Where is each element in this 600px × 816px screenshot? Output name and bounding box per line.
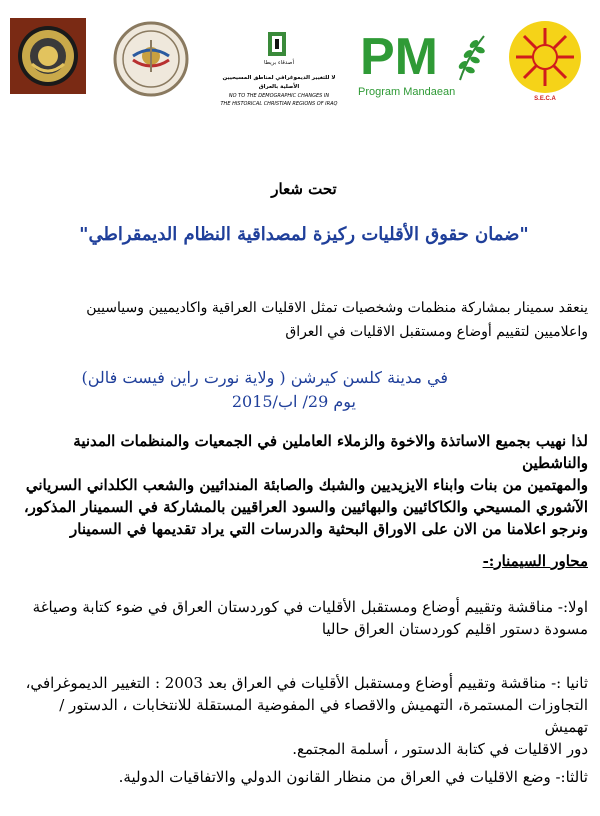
axis-item-3 <box>20 766 588 788</box>
program-mandaean-logo <box>358 30 490 100</box>
invitation-line: لذا نهيب بجميع الاساتذة والاخوة والزملاء العاملين في الجمعيات والمنظمات المدنية والناشطين <box>73 432 588 472</box>
axis-line: ثانيا :- مناقشة وتقييم أوضاع ومستقبل الأقليات في العراق بعد 2003 : التغيير الديموغرافي، <box>25 674 588 692</box>
pm-caption: Program Mandaean <box>358 86 456 98</box>
campaign-text-en-2: THE HISTORICAL CHRISTIAN REGIONS OF IRAQ <box>220 101 338 107</box>
olive-branch-icon <box>454 32 488 82</box>
campaign-text-ar: لا للتغيير الديموغرافي لمناطق المسيحيين الأصلية بالعراق <box>222 75 336 90</box>
axis-item-1 <box>20 596 588 640</box>
pm-letters: PM <box>360 28 438 86</box>
logo-row <box>0 14 600 107</box>
invitation-line: الآشوري المسيحي والكاكائيين والبهائيين والسود العراقيين بالمشاركة في السمينار المذكور، <box>23 498 588 516</box>
seca-caption: S.E.C.A <box>534 96 556 102</box>
venue-block <box>20 366 588 414</box>
axis-line: دور الاقليات في كتابة الدستور ، أسلمة المجتمع. <box>292 740 588 758</box>
axes-heading: محاور السيمنار:- <box>482 552 588 570</box>
axis-item-2 <box>20 672 588 760</box>
axis-line: ثالثا:- وضع الاقليات في العراق من منظار القانون الدولي والاتفاقيات الدولية. <box>118 768 588 786</box>
intro-line: ينعقد سمينار بمشاركة منظمات وشخصيات تمثل الاقليات العراقية واكاديميين وسياسيين <box>86 300 588 316</box>
axis-line: مسودة دستور اقليم كوردستان العراق حاليا <box>321 620 588 638</box>
invitation-line: والمهتمين من بنات وابناء الايزيديين والشبك والصابئة المندائيين والشعب الكلداني السرياني <box>25 476 588 494</box>
heading: تحت شعار <box>271 180 337 198</box>
seca-sun-logo <box>502 18 588 104</box>
svg-text:أصدقاء بريطا: أصدقاء بريطا <box>263 60 295 66</box>
invitation-paragraph <box>20 430 588 540</box>
invitation-line: ونرجو اعلامنا من الان على الاوراق البحثية والدرسات التي يراد تقديمها في السمينار <box>70 520 588 538</box>
intro-line: واعلاميين لتقييم أوضاع ومستقبل الاقليات في العراق <box>285 324 588 340</box>
venue-date: يوم 29/ اب/2015 <box>231 392 356 411</box>
slogan: "ضمان حقوق الأقليات ركيزة لمصداقية النظام الديمقراطي" <box>79 224 529 245</box>
axis-line: التجاوزات المستمرة، التهميش والاقصاء في المفوضية المستقلة للانتخابات ، الدستور / تهميش <box>59 696 588 736</box>
axis-line: اولا:- مناقشة وتقييم أوضاع ومستقبل الأقليات في كوردستان العراق في ضوء كتابة وصياغة <box>32 598 588 616</box>
demographic-campaign-logo <box>218 30 340 107</box>
brown-seal-emblem-icon <box>10 18 86 94</box>
venue-city: في مدينة كلسن كيرشن ( ولاية نورت راين فيست فالن) <box>81 368 448 387</box>
campaign-text-en-1: NO TO THE DEMOGRAPHIC CHANGES IN <box>228 93 330 99</box>
assyrian-emblem-icon <box>108 20 194 98</box>
intro-paragraph <box>20 296 588 344</box>
